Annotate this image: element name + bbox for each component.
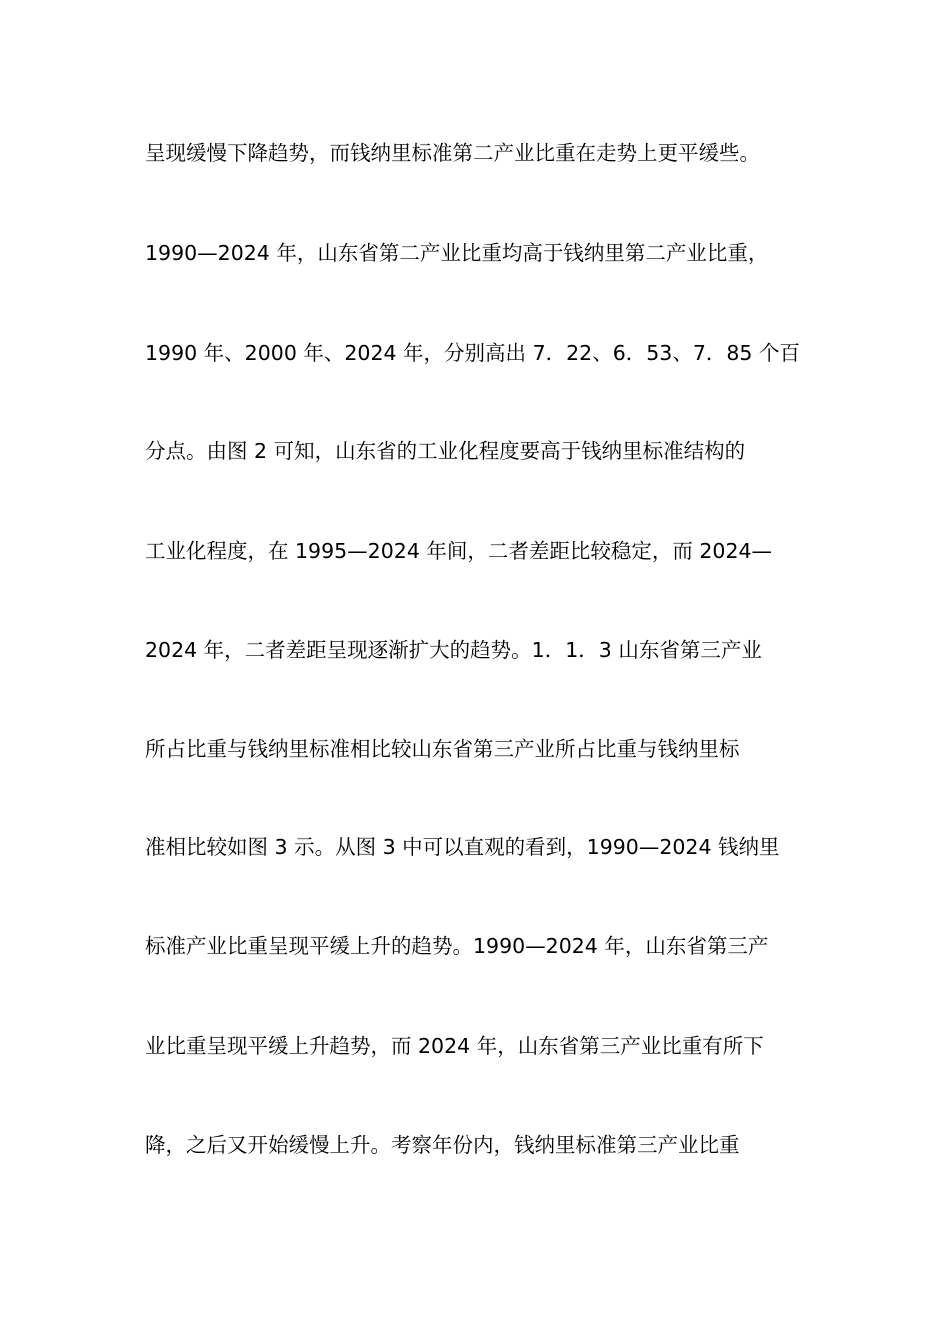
text-line-7: 所占比重与钱纳里标准相比较山东省第三产业所占比重与钱纳里标 [145, 737, 740, 761]
text-line-10: 业比重呈现平缓上升趋势，而 2024 年，山东省第三产业比重有所下 [145, 1034, 764, 1058]
text-line-1: 呈现缓慢下降趋势，而钱纳里标准第二产业比重在走势上更平缓些。 [145, 141, 760, 165]
text-line-4: 分点。由图 2 可知，山东省的工业化程度要高于钱纳里标准结构的 [145, 439, 746, 463]
text-line-2: 1990—2024 年，山东省第二产业比重均高于钱纳里第二产业比重， [145, 241, 769, 265]
text-line-9: 标准产业比重呈现平缓上升的趋势。1990—2024 年，山东省第三产 [145, 934, 769, 958]
text-line-8: 准相比较如图 3 示。从图 3 中可以直观的看到，1990—2024 钱纳里 [145, 835, 780, 859]
text-line-6: 2024 年，二者差距呈现逐渐扩大的趋势。1．1．3 山东省第三产业 [145, 638, 762, 662]
text-line-5: 工业化程度，在 1995—2024 年间，二者差距比较稳定，而 2024— [145, 539, 773, 563]
text-line-3: 1990 年、2000 年、2024 年，分别高出 7．22、6．53、7．85 个百 [145, 341, 800, 365]
text-line-11: 降，之后又开始缓慢上升。考察年份内，钱纳里标准第三产业比重 [145, 1133, 740, 1157]
